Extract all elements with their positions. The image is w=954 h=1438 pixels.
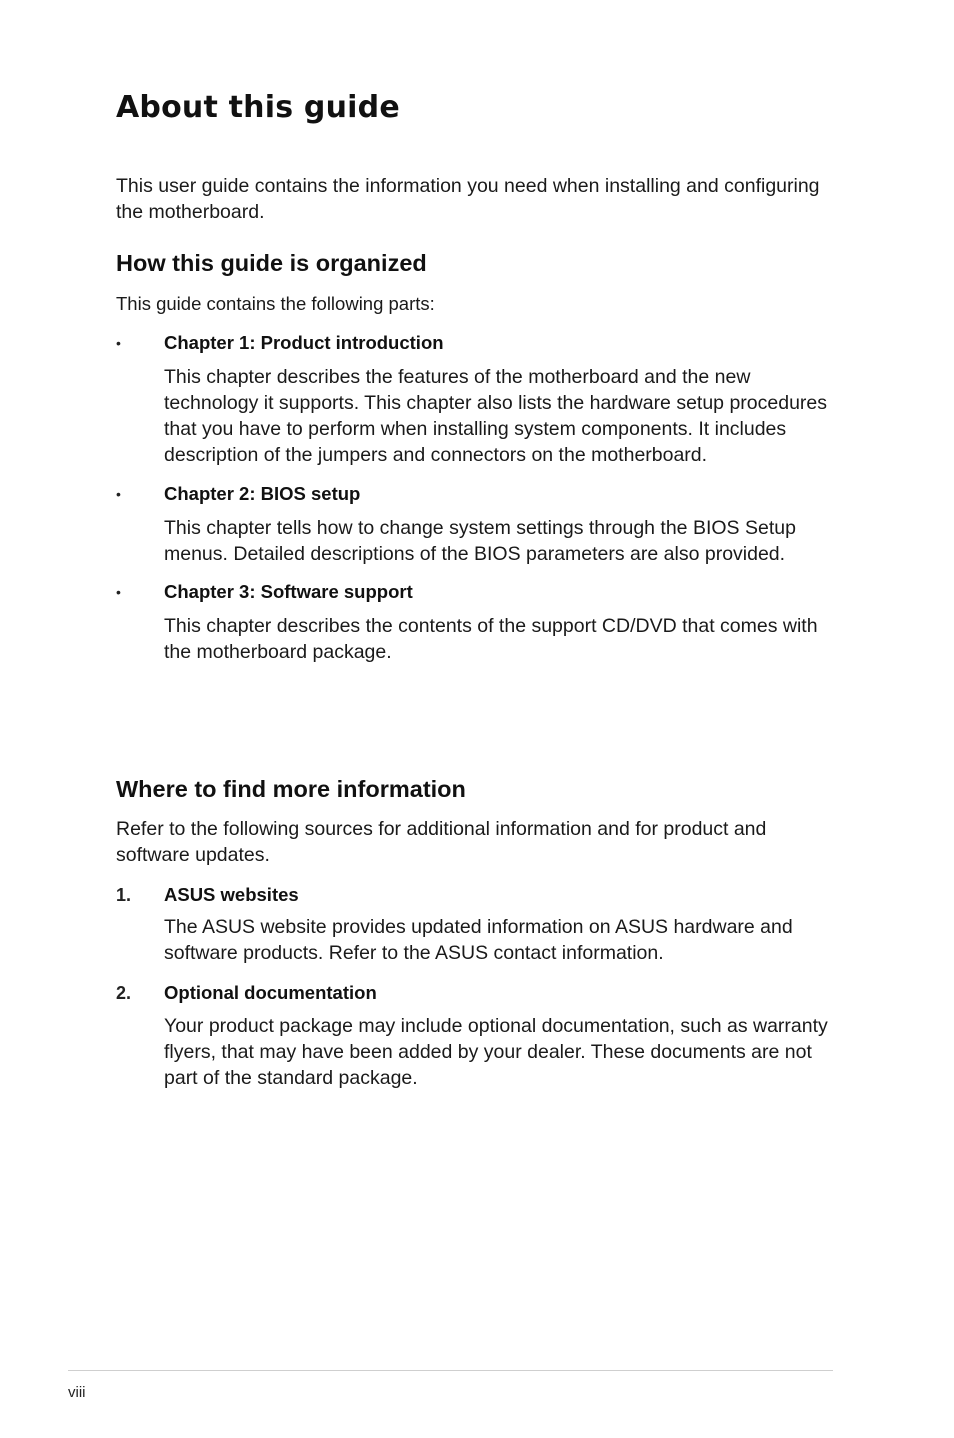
list-item-title: Chapter 2: BIOS setup — [164, 483, 361, 504]
section-heading-organized: How this guide is organized — [116, 250, 427, 276]
more-info-lead-text: Refer to the following sources for additional information and for product and software updates. — [116, 818, 767, 866]
list-item-title: Chapter 1: Product introduction — [164, 332, 444, 353]
organized-lead-text: This guide contains the following parts: — [116, 293, 435, 314]
list-item-description: This chapter describes the contents of the support CD/DVD that comes with the motherboard package. — [164, 615, 818, 663]
list-item-title: ASUS websites — [164, 884, 299, 905]
number-marker: 2. — [116, 983, 132, 1003]
list-item-description: This chapter tells how to change system settings through the BIOS Setup menus. Detailed descriptions of the BIOS parameters are also provided. — [164, 517, 796, 565]
intro-paragraph: This user guide contains the information you need when installing and configuring the motherboard. — [116, 175, 820, 223]
list-item-title: Optional documentation — [164, 982, 377, 1003]
list-item-title: Chapter 3: Software support — [164, 581, 413, 602]
footer-divider — [68, 1370, 833, 1371]
number-marker: 1. — [116, 885, 132, 905]
bullet-marker: • — [116, 486, 121, 502]
bullet-marker: • — [116, 584, 121, 600]
list-item-description: The ASUS website provides updated information on ASUS hardware and software products. Refer to the ASUS contact information. — [164, 916, 793, 964]
page-title: About this guide — [116, 90, 400, 125]
bullet-marker: • — [116, 335, 121, 351]
list-item-description: This chapter describes the features of the motherboard and the new technology it supports. This chapter also lists the hardware setup procedures that you have to perform when installing system components. It includes description of the jumpers and connectors on the motherboard. — [164, 366, 827, 466]
page-number: viii — [68, 1384, 86, 1401]
list-item-description: Your product package may include optional documentation, such as warranty flyers, that may have been added by your dealer. These documents are not part of the standard package. — [164, 1015, 828, 1089]
section-heading-more-info: Where to find more information — [116, 776, 466, 802]
